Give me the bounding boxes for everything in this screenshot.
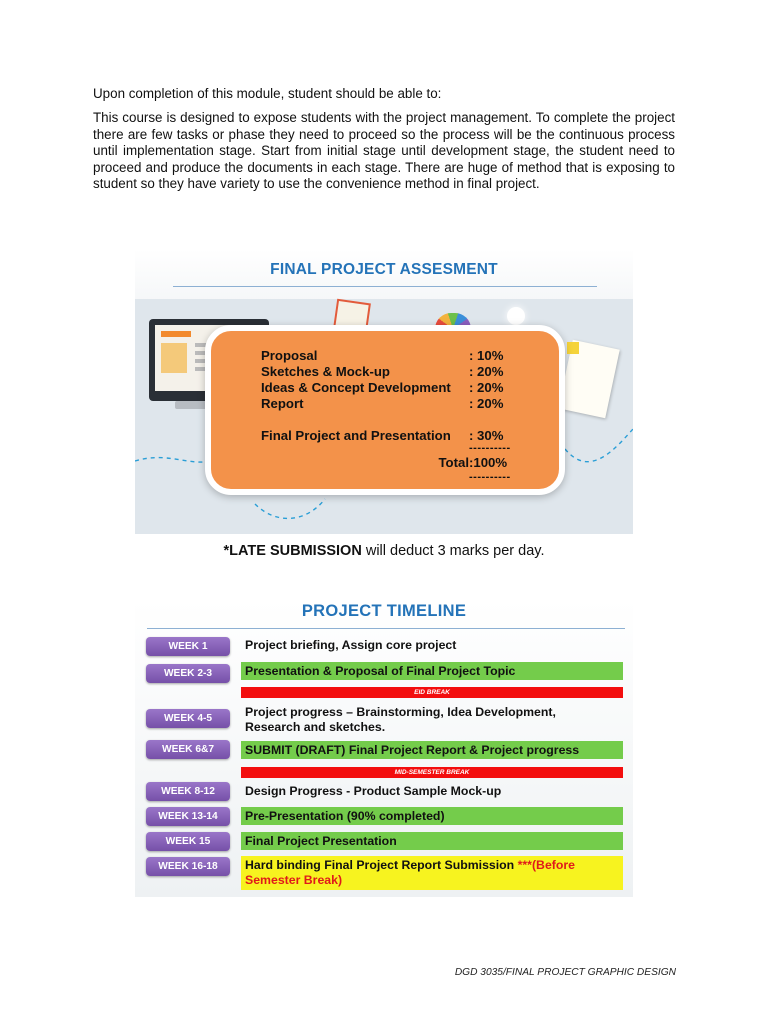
week-label: WEEK 1 <box>146 637 230 656</box>
lightbulb-icon <box>507 307 525 325</box>
separator-dashes: ---------- <box>469 442 511 454</box>
assessment-total <box>261 455 507 470</box>
timeline-figure <box>135 599 633 897</box>
assessment-item-value: : 20% <box>469 380 504 395</box>
timeline-divider <box>147 628 625 629</box>
week-label: WEEK 16-18 <box>146 857 230 876</box>
assessment-item <box>261 348 503 363</box>
assessment-item-value: : 10% <box>469 348 504 363</box>
week-label: WEEK 4-5 <box>146 709 230 728</box>
task-text: Project briefing, Assign core project <box>245 638 457 652</box>
late-submission-text: will deduct 3 marks per day. <box>361 543 545 559</box>
week-label: WEEK 6&7 <box>146 740 230 759</box>
page-footer: DGD 3035/FINAL PROJECT GRAPHIC DESIGN <box>454 967 676 978</box>
assessment-card <box>205 325 565 495</box>
assessment-item-label: Sketches & Mock-up <box>261 364 390 379</box>
assessment-item-label: Report <box>261 396 304 411</box>
task-text: Design Progress - Product Sample Mock-up <box>245 784 502 798</box>
week-label: WEEK 13-14 <box>146 807 230 826</box>
task-line: Project progress – Brainstorming, Idea Development, <box>245 705 556 719</box>
total-label: Total <box>438 455 469 470</box>
task-text <box>241 856 623 890</box>
task-text-black: Hard binding Final Project Report Submission <box>245 858 518 872</box>
assessment-item-value: : 20% <box>469 396 504 411</box>
pin-icon <box>567 342 579 354</box>
week-label: WEEK 8-12 <box>146 782 230 801</box>
assessment-item <box>261 380 503 395</box>
assessment-figure <box>135 249 633 534</box>
late-submission-label: *LATE SUBMISSION <box>223 543 362 559</box>
assessment-item-label: Proposal <box>261 348 318 363</box>
assessment-item <box>261 428 503 443</box>
task-text: Presentation & Proposal of Final Project Topic <box>241 662 623 680</box>
task-text-red: ***(Before <box>517 858 576 872</box>
separator-dashes: ---------- <box>469 471 511 483</box>
total-value: :100% <box>469 455 508 470</box>
task-text-red: Semester Break) <box>245 873 343 887</box>
timeline-title: PROJECT TIMELINE <box>301 602 467 620</box>
intro-heading: Upon completion of this module, student should be able to: <box>93 86 442 101</box>
assessment-item <box>261 364 503 379</box>
late-submission-note <box>0 543 768 559</box>
assessment-item-label: Ideas & Concept Development <box>261 380 451 395</box>
task-line: Research and sketches. <box>245 720 386 734</box>
task-text: SUBMIT (DRAFT) Final Project Report & Project progress <box>241 741 623 759</box>
intro-paragraph: This course is designed to expose students with the project management. To complete the project there are few tasks or phase they need to proceed so the process will be the continuous process until implementation stage. Start from initial stage until development stage, the student need to proceed and produce the documents in each stage. There are huge of method that is exposing to student so they have variety to use the convenience method in final project. <box>93 110 675 192</box>
assessment-item-value: : 20% <box>469 364 504 379</box>
week-label: WEEK 2-3 <box>146 664 230 683</box>
break-bar: EID BREAK <box>241 687 623 698</box>
break-bar: MID-SEMESTER BREAK <box>241 767 623 778</box>
assessment-title: FINAL PROJECT ASSESMENT <box>270 261 498 278</box>
task-text: Pre-Presentation (90% completed) <box>241 807 623 825</box>
task-text <box>241 705 623 735</box>
intro-section <box>93 86 675 192</box>
assessment-item <box>261 396 503 411</box>
task-text: Final Project Presentation <box>241 832 623 850</box>
assessment-item-value: : 30% <box>469 428 504 443</box>
week-label: WEEK 15 <box>146 832 230 851</box>
assessment-item-label: Final Project and Presentation <box>261 428 451 443</box>
